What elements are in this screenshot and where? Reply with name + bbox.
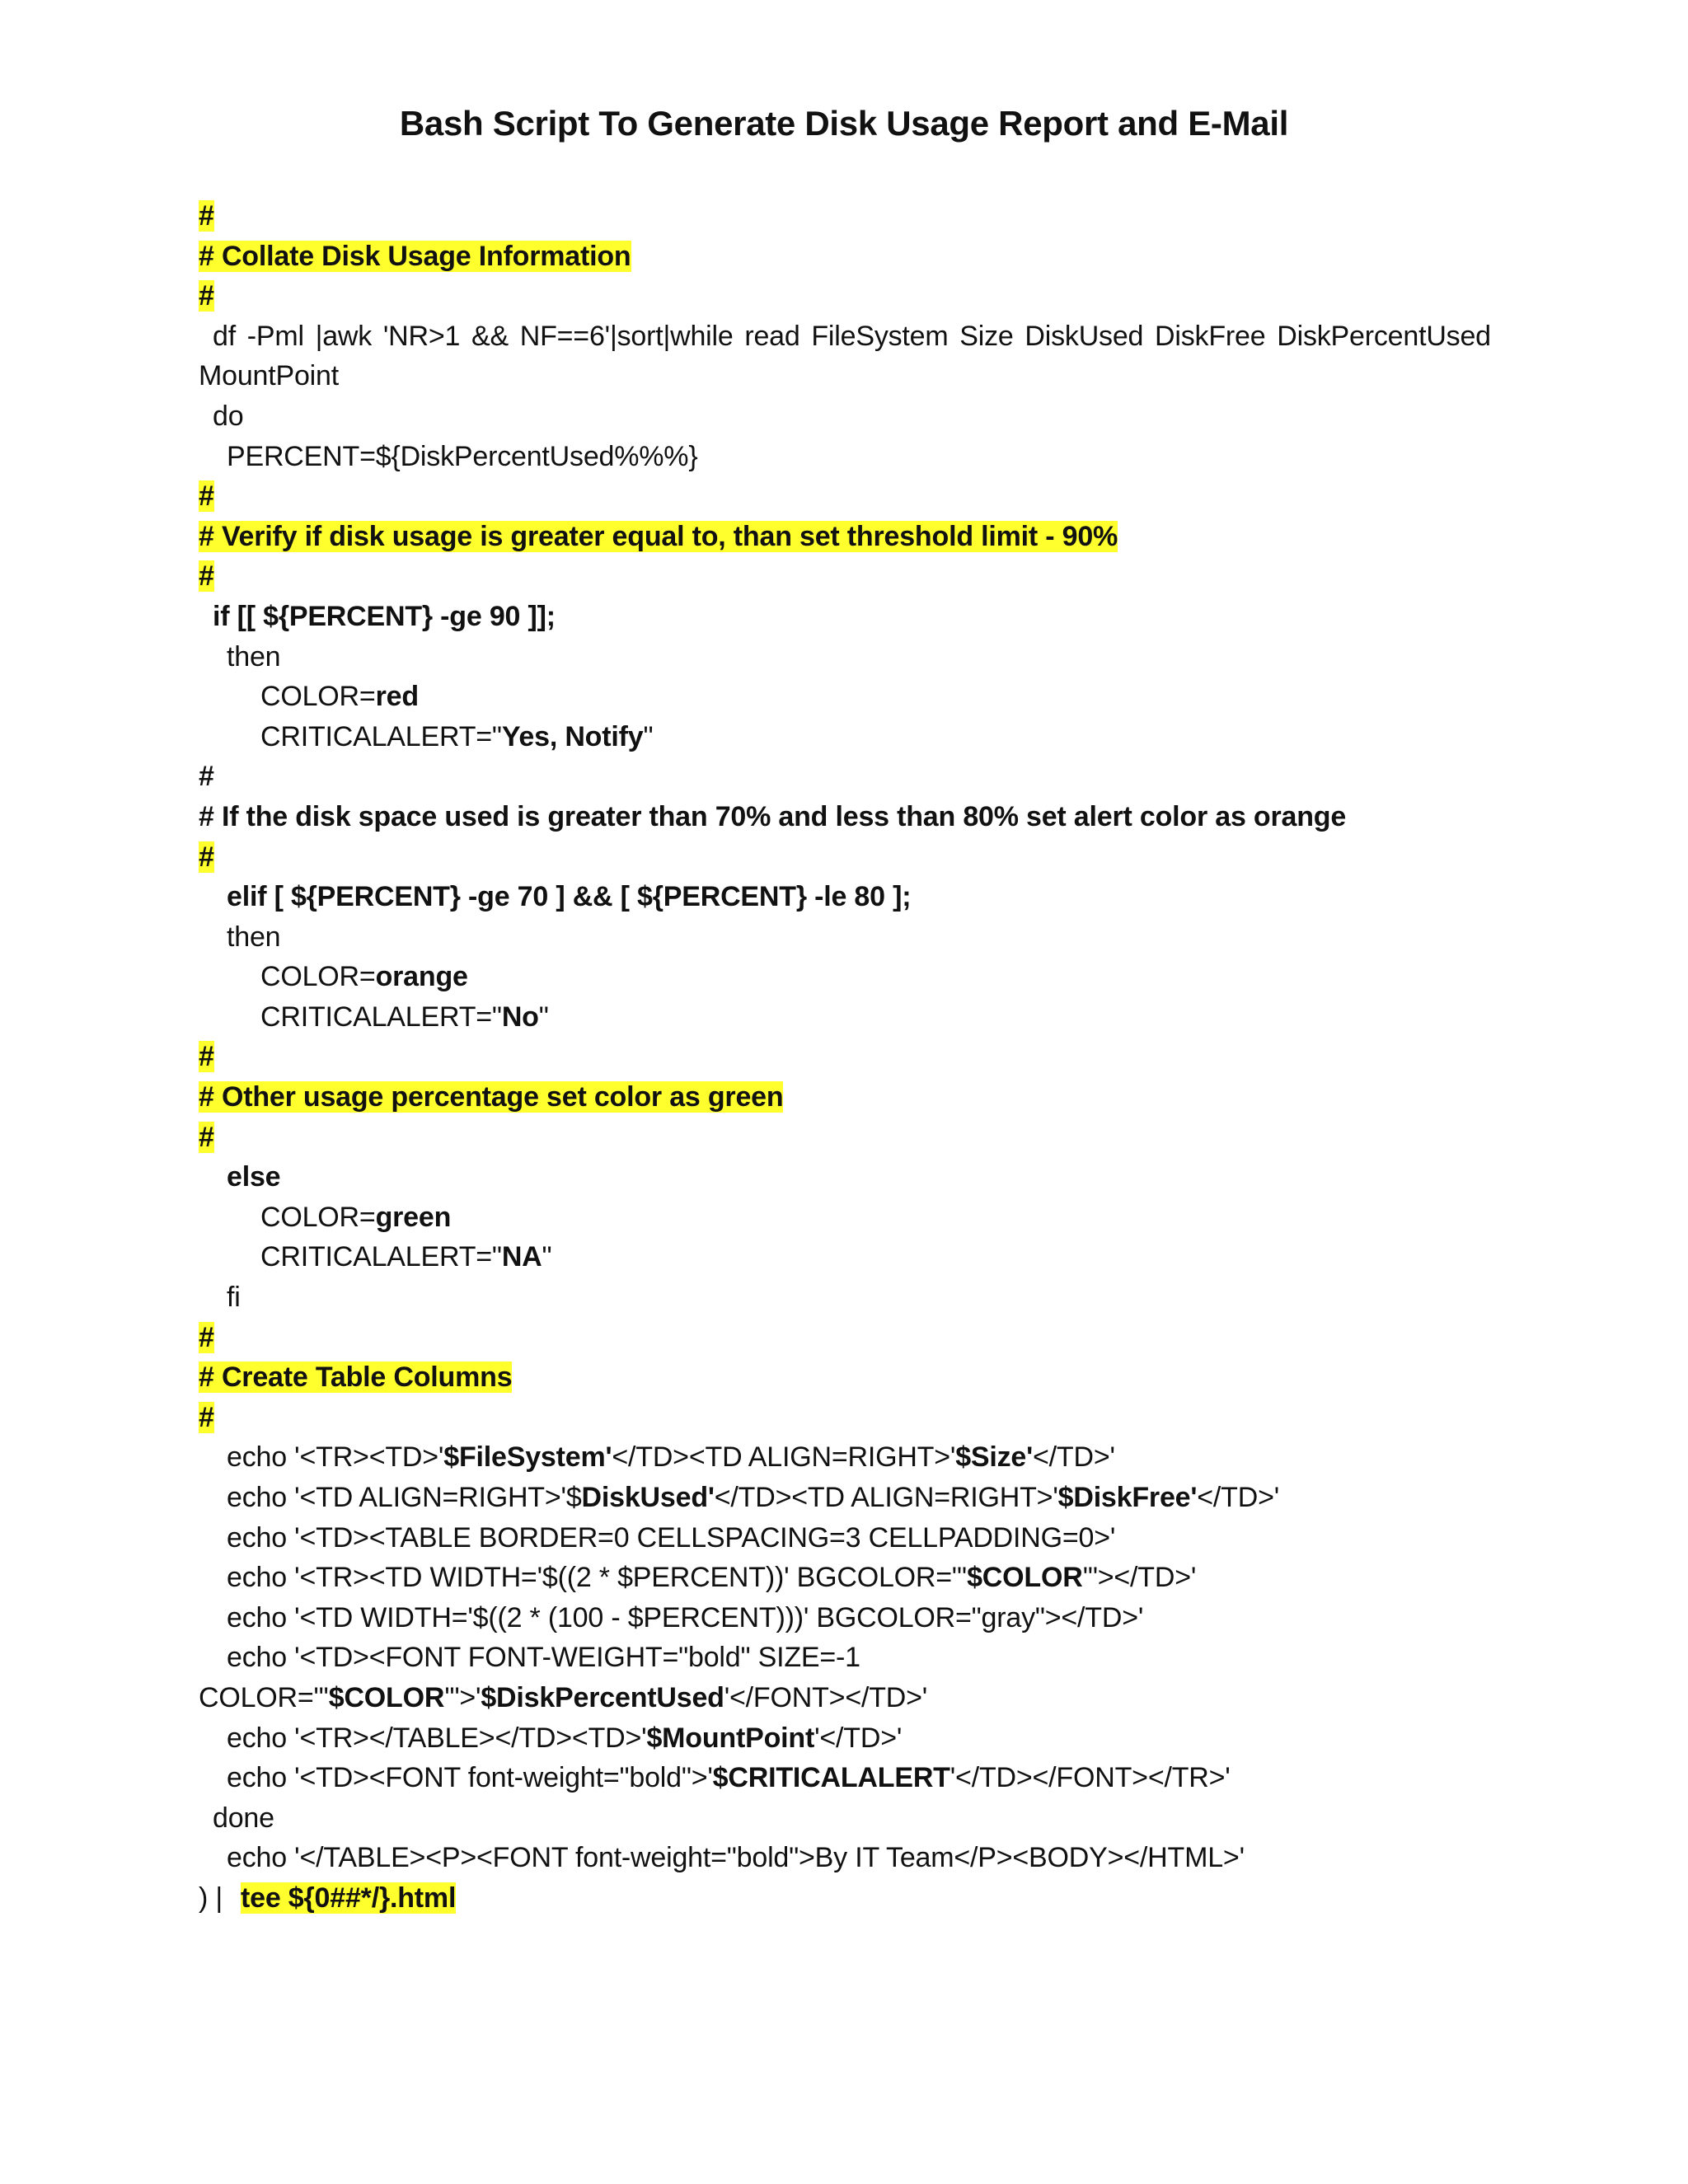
- highlighted-comment: #: [199, 1321, 214, 1353]
- script-line: [199, 356, 1501, 396]
- code-text: then: [227, 640, 281, 673]
- script-line: [199, 1437, 1501, 1478]
- script-line: [199, 677, 1501, 717]
- script-line: [199, 1118, 1501, 1158]
- script-line: [199, 717, 1501, 757]
- code-text: ": [542, 1241, 552, 1273]
- code-text: CRITICALALERT=": [260, 1241, 502, 1273]
- script-line: [199, 437, 1501, 477]
- code-text: $DiskFree': [1057, 1482, 1198, 1513]
- highlighted-comment: #: [199, 560, 214, 593]
- code-word: |awk: [315, 320, 373, 352]
- code-text: $DiskPercentUsed: [481, 1681, 724, 1713]
- code-text: fi: [227, 1282, 241, 1314]
- document-title: Bash Script To Generate Disk Usage Report and E-Mail: [399, 104, 1289, 143]
- script-line: [199, 396, 1501, 437]
- script-line: [199, 1518, 1501, 1558]
- code-text: done: [213, 1802, 274, 1834]
- code-text: '</TD></FONT></TR>': [950, 1762, 1231, 1794]
- script-line: [199, 797, 1501, 837]
- code-text: ) |: [199, 1882, 223, 1914]
- code-text: $COLOR: [328, 1681, 445, 1713]
- code-text: echo '<TR><TD WIDTH='$((2 * $PERCENT))' BGCOLOR="': [227, 1562, 968, 1594]
- code-text: DiskUsed': [581, 1482, 715, 1513]
- code-text: $CRITICALALERT: [712, 1762, 950, 1794]
- code-word: DiskUsed: [1025, 320, 1144, 352]
- highlighted-comment: #: [199, 1041, 214, 1073]
- section-heading-collate: # Collate Disk Usage Information: [199, 240, 631, 272]
- code-text: echo '<TD><TABLE BORDER=0 CELLSPACING=3 CELLPADDING=0>': [227, 1521, 1116, 1554]
- code-text: echo '<TD><FONT font-weight="bold">': [227, 1762, 713, 1794]
- code-word: Size: [959, 320, 1014, 352]
- script-line: [199, 1037, 1501, 1077]
- code-text: else: [227, 1161, 281, 1193]
- script-line: [199, 877, 1501, 917]
- comment: #: [199, 761, 214, 793]
- code-text: NA: [501, 1241, 542, 1273]
- code-text: echo '<TD ALIGN=RIGHT>'$: [227, 1482, 582, 1513]
- script-line: [199, 1318, 1501, 1358]
- script-line: [199, 517, 1501, 557]
- code-text: '</TD>': [814, 1722, 903, 1754]
- code-word: DiskFree: [1155, 320, 1266, 352]
- code-word: NF==6'|sort|while: [519, 320, 734, 352]
- code-text: ": [538, 1001, 549, 1033]
- script-line: [199, 1357, 1501, 1398]
- code-word: &&: [471, 320, 509, 352]
- highlighted-comment: #: [199, 480, 214, 513]
- script-line: [199, 837, 1501, 878]
- code-text: CRITICALALERT=": [260, 1001, 502, 1033]
- code-text: </TD>': [1033, 1441, 1115, 1474]
- section-heading-orange: # If the disk space used is greater than 70% and less than 80% set alert color as orange: [199, 800, 1347, 832]
- script-line: [199, 196, 1501, 237]
- code-text: red: [375, 681, 419, 713]
- code-word: 'NR>1: [382, 320, 461, 352]
- script-line: [199, 1558, 1501, 1598]
- code-text: '"></TD>': [1082, 1562, 1197, 1594]
- script-line: [199, 476, 1501, 517]
- script-line: [199, 1758, 1501, 1798]
- code-text: PERCENT=${DiskPercentUsed%%%}: [227, 440, 698, 472]
- code-word: df: [213, 320, 236, 352]
- script-line: [199, 1197, 1501, 1238]
- highlighted-comment: #: [199, 200, 214, 232]
- code-text: </TD>': [1197, 1482, 1280, 1513]
- script-line: [199, 1478, 1501, 1518]
- code-text: $MountPoint: [646, 1722, 815, 1754]
- code-text: echo '<TR><TD>': [227, 1441, 444, 1474]
- section-heading-table: # Create Table Columns: [199, 1361, 513, 1394]
- script-line: [199, 1878, 1501, 1919]
- df-command-line: [199, 316, 1491, 357]
- script-line: [199, 1237, 1501, 1277]
- script-line: [199, 1157, 1501, 1197]
- script-body: [199, 196, 1501, 1919]
- tee-command: tee ${0##*/}.html: [241, 1882, 457, 1914]
- script-line: [199, 1638, 1501, 1678]
- section-heading-green: # Other usage percentage set color as green: [199, 1081, 784, 1113]
- highlighted-comment: #: [199, 1401, 214, 1433]
- code-text: COLOR=: [260, 961, 376, 993]
- section-heading-verify: # Verify if disk usage is greater equal to, than set threshold limit - 90%: [199, 520, 1118, 552]
- code-word: -Pml: [246, 320, 304, 352]
- code-text: CRITICALALERT=": [260, 720, 502, 752]
- script-line: [199, 1838, 1501, 1878]
- script-line: [199, 957, 1501, 997]
- highlighted-comment: #: [199, 280, 214, 312]
- script-line: [199, 997, 1501, 1038]
- code-text: $FileSystem': [443, 1441, 612, 1474]
- code-text: echo '<TD WIDTH='$((2 * (100 - $PERCENT)))' BGCOLOR="gray"></TD>': [227, 1601, 1144, 1633]
- script-line: [199, 1398, 1501, 1438]
- code-text: MountPoint: [199, 360, 339, 392]
- code-text: then: [227, 921, 281, 953]
- highlighted-comment: #: [199, 841, 214, 873]
- code-text: elif [ ${PERCENT} -ge 70 ] && [ ${PERCENT} -le 80 ];: [227, 881, 912, 913]
- code-text: $Size': [955, 1441, 1034, 1474]
- code-text: echo '<TD><FONT FONT-WEIGHT="bold" SIZE=-1: [227, 1642, 860, 1674]
- code-word: FileSystem: [811, 320, 949, 352]
- script-line: [199, 276, 1501, 316]
- code-text: ": [643, 720, 654, 752]
- code-text: COLOR=: [260, 681, 376, 713]
- code-word: DiskPercentUsed: [1277, 320, 1491, 352]
- code-text: No: [501, 1001, 539, 1033]
- script-line: [199, 917, 1501, 958]
- code-text: '</FONT></TD>': [724, 1681, 928, 1713]
- script-line: [199, 556, 1501, 597]
- script-line: [199, 1277, 1501, 1318]
- highlighted-comment: #: [199, 1121, 214, 1153]
- code-word: read: [744, 320, 800, 352]
- code-text: if [[ ${PERCENT} -ge 90 ]];: [213, 600, 556, 632]
- code-text: '">': [444, 1681, 481, 1713]
- script-line: [199, 1077, 1501, 1118]
- script-line: [199, 1798, 1501, 1839]
- script-line: [199, 757, 1501, 797]
- script-line: [199, 1598, 1501, 1638]
- code-text: Yes, Notify: [501, 720, 644, 752]
- code-text: $COLOR: [967, 1562, 1083, 1594]
- script-line: [199, 597, 1501, 637]
- script-line: [199, 1678, 1501, 1718]
- code-text: orange: [375, 961, 468, 993]
- code-text: do: [213, 400, 244, 432]
- code-text: green: [375, 1201, 452, 1233]
- code-text: COLOR=: [260, 1201, 376, 1233]
- script-line: [199, 1718, 1501, 1759]
- code-text: echo '</TABLE><P><FONT font-weight="bold">By IT Team</P><BODY></HTML>': [227, 1842, 1245, 1874]
- code-text: echo '<TR></TABLE></TD><TD>': [227, 1722, 647, 1754]
- script-line: [199, 237, 1501, 277]
- code-text: </TD><TD ALIGN=RIGHT>': [612, 1441, 956, 1474]
- code-text: COLOR="': [199, 1681, 329, 1713]
- code-text: </TD><TD ALIGN=RIGHT>': [714, 1482, 1058, 1513]
- script-line: [199, 637, 1501, 677]
